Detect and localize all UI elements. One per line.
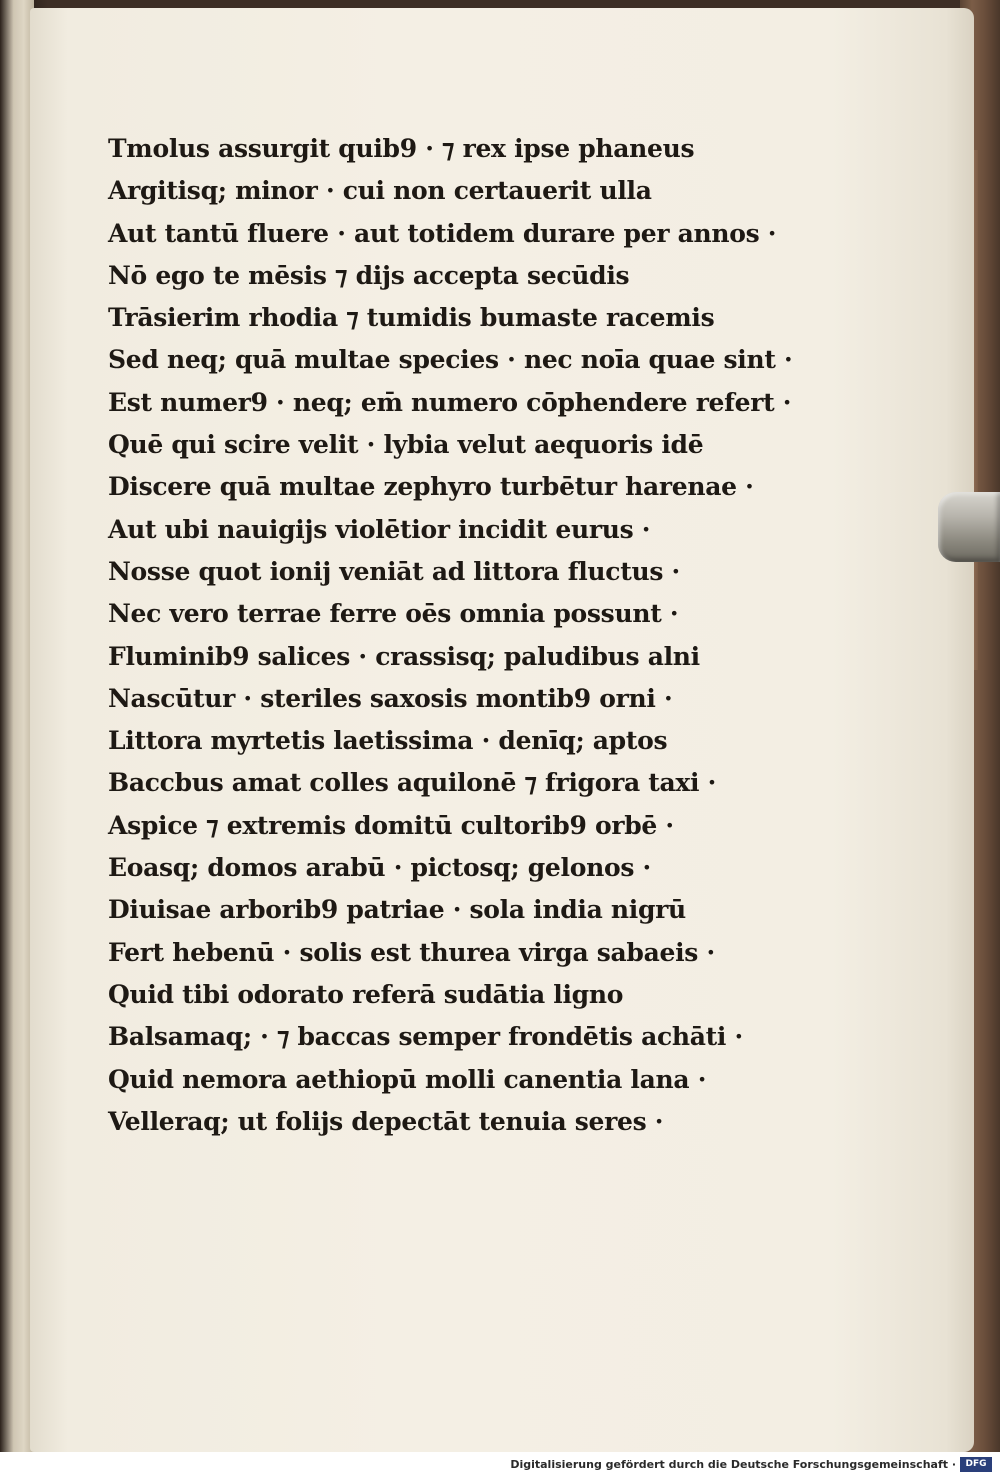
verse-line: Fluminib9 salices · crassisq; paludibus alni: [108, 641, 700, 671]
footer-bar: [0, 1452, 1000, 1479]
verse-line: Argitisq; minor · cui non certauerit ulla: [108, 176, 652, 206]
verse-line: Est numer9 · neq; em̄ numero cōphendere refert ·: [108, 387, 792, 417]
dfg-logo: DFG: [960, 1457, 992, 1472]
verse-line: Velleraq; ut folijs depectāt tenuia seres ·: [108, 1106, 664, 1136]
funding-credit: Digitalisierung gefördert durch die Deutsche Forschungsgemeinschaft ·: [510, 1458, 956, 1471]
verse-line: Nascūtur · steriles saxosis montib9 orni ·: [108, 683, 673, 713]
verse-line: Fert hebenū · solis est thurea virga sabaeis ·: [108, 937, 715, 967]
verse-line: Quid tibi odorato referā sudātia ligno: [108, 979, 624, 1009]
verse-line: Quē qui scire velit · lybia velut aequoris idē: [108, 430, 704, 460]
verse-line: Sed neq; quā multae species · nec noīa quae sint ·: [108, 345, 793, 375]
preceding-leaves-edge: [0, 0, 34, 1452]
verse-line: Diuisae arborib9 patriae · sola india nigrū: [108, 895, 686, 925]
verse-line: Trāsierim rhodia ⁊ tumidis bumaste racemis: [108, 303, 715, 333]
verse-line: Discere quā multae zephyro turbētur harenae ·: [108, 472, 754, 502]
verse-line: Nec vero terrae ferre oēs omnia possunt ·: [108, 599, 679, 629]
verse-block: [108, 128, 793, 1143]
verse-line: Aspice ⁊ extremis domitū cultorib9 orbē ·: [108, 810, 674, 840]
verse-line: Baccbus amat colles aquilonē ⁊ frigora taxi ·: [108, 768, 717, 798]
verse-line: Aut tantū fluere · aut totidem durare per annos ·: [108, 218, 777, 248]
verse-line: Eoasq; domos arabū · pictosq; gelonos ·: [108, 853, 651, 883]
verse-line: Nō ego te mēsis ⁊ dijs accepta secūdis: [108, 260, 630, 290]
verse-line: Aut ubi nauigijs violētior incidit eurus ·: [108, 514, 651, 544]
verse-line: Balsamaq; · ⁊ baccas semper frondētis achāti ·: [108, 1022, 743, 1052]
verse-line: Nosse quot ionij veniāt ad littora fluctus ·: [108, 556, 680, 586]
metal-clasp: [938, 492, 1000, 562]
verse-line: Quid nemora aethiopū molli canentia lana ·: [108, 1064, 707, 1094]
verse-line: Littora myrtetis laetissima · denīq; aptos: [108, 726, 668, 756]
verse-line: Tmolus assurgit quib9 · ⁊ rex ipse phaneus: [108, 134, 695, 163]
